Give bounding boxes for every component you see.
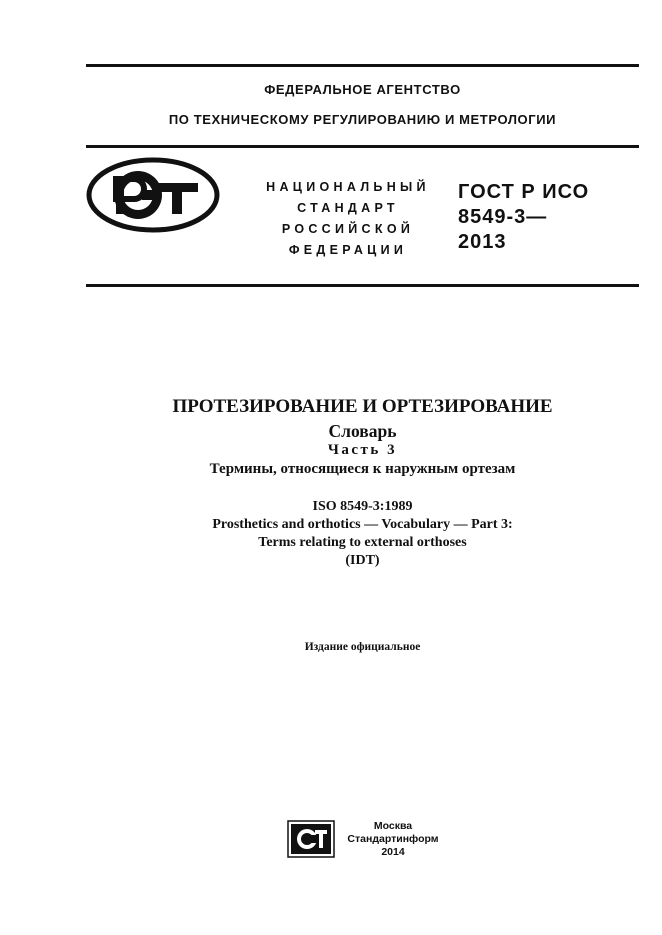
rst-emblem-icon <box>86 157 220 233</box>
edition-label: Издание официальное <box>304 641 421 653</box>
national-line: СТАНДАРТ <box>297 201 399 215</box>
designation-line: ГОСТ Р ИСО <box>458 181 590 203</box>
standartinform-logo-icon <box>287 820 335 858</box>
header-divider <box>86 145 639 148</box>
publisher-year: 2014 <box>381 846 405 858</box>
iso-title-line-1: Prosthetics and orthotics — Vocabulary — Part 3: <box>212 517 513 532</box>
national-standard-label <box>258 177 438 261</box>
document-terms: Термины, относящиеся к наружным ортезам <box>209 461 516 477</box>
designation-line: 2013 <box>458 231 507 253</box>
publisher-info <box>338 820 448 859</box>
document-title: ПРОТЕЗИРОВАНИЕ И ОРТЕЗИРОВАНИЕ <box>172 396 553 417</box>
standard-designation <box>458 180 633 255</box>
agency-name-line-2: ПО ТЕХНИЧЕСКОМУ РЕГУЛИРОВАНИЮ И МЕТРОЛОГИИ <box>168 112 557 127</box>
agency-name-line-1: ФЕДЕРАЛЬНОЕ АГЕНТСТВО <box>264 82 461 97</box>
national-line: РОССИЙСКОЙ <box>281 222 415 236</box>
iso-number: ISO 8549-3:1989 <box>312 499 413 514</box>
top-rule <box>86 64 639 67</box>
designation-line: 8549-3— <box>458 206 548 228</box>
publisher-city: Москва <box>373 820 413 832</box>
iso-equivalence: (IDT) <box>345 553 380 568</box>
iso-reference <box>86 498 639 570</box>
national-line: НАЦИОНАЛЬНЫЙ <box>266 180 430 194</box>
document-part: Часть 3 <box>327 442 398 458</box>
national-line: ФЕДЕРАЦИИ <box>288 243 408 257</box>
document-subtitle: Словарь <box>328 421 397 441</box>
standard-divider <box>86 284 639 287</box>
publisher-name: Стандартинформ <box>347 833 439 845</box>
iso-title-line-2: Terms relating to external orthoses <box>258 535 467 550</box>
